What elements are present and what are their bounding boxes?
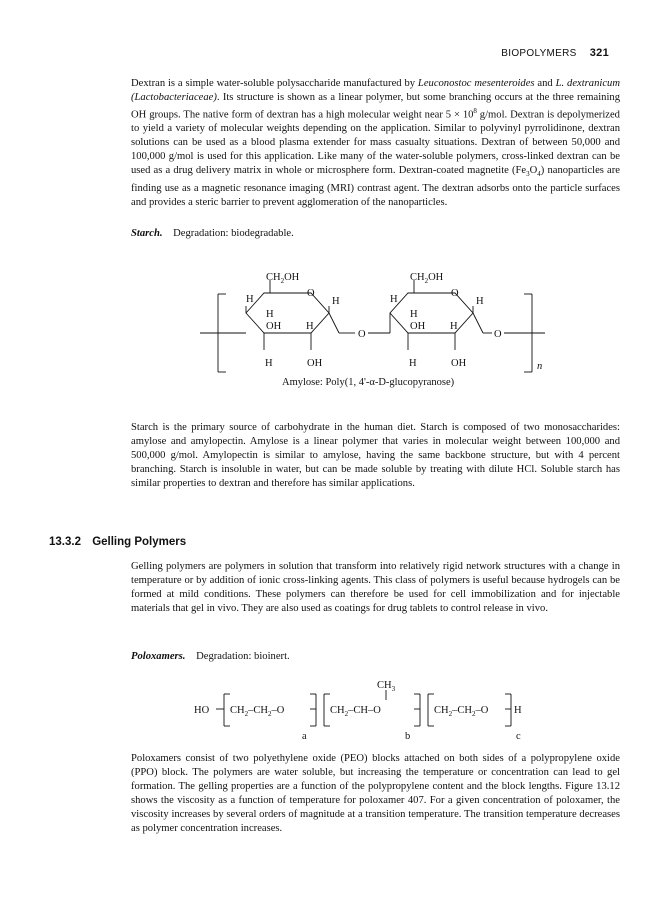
h-label: H bbox=[476, 296, 484, 307]
c6-label-1: $CH_2OH$ bbox=[266, 272, 300, 285]
poloxamers-paragraph: Poloxamers consist of two polyethylene oxide (PEO) blocks attached on both sides of a polypropylene oxide (PPO) block. The polymers are water soluble, but increasing the temperature or concentration can lead to gel formation. The gelling properties are a function of the polypropylene content and the block lengths. Figure 13.12 shows the viscosity as a function of temperature for poloxamer 407. For a given concentration of poloxamer, the viscosity increases by several orders of magnitude at a transition temperature. The transition temperature decreases as polymer concentration increases. bbox=[131, 753, 620, 834]
poloxamers-heading bbox=[131, 651, 290, 662]
hydroxyl-label: OH bbox=[451, 358, 467, 369]
h-label: H bbox=[450, 321, 458, 332]
running-title: BIOPOLYMERS bbox=[501, 48, 577, 59]
page-number: 321 bbox=[589, 47, 609, 59]
section-title: Gelling Polymers bbox=[92, 536, 187, 548]
hydroxyl-label: OH bbox=[307, 358, 323, 369]
h-label: H bbox=[265, 358, 273, 369]
peo-block-2: $CH_2-CH_2-O$ bbox=[434, 705, 489, 718]
h-label: H bbox=[306, 321, 314, 332]
glycosidic-oxygen: O bbox=[358, 329, 366, 340]
c6-label-2: $CH_2OH$ bbox=[410, 272, 444, 285]
end-oxygen: O bbox=[494, 329, 502, 340]
methyl-group: $CH_3$ bbox=[377, 680, 396, 693]
hydroxyl-end: HO bbox=[194, 705, 210, 716]
poloxamers-degradation: Degradation: bioinert. bbox=[196, 651, 290, 662]
gelling-paragraph: Gelling polymers are polymers in solution that transform into relatively rigid network structures with a change in temperature or by addition of ionic cross-linking agents. This class of polymers is useful because hydrogels can be formed at mild conditions. These polymers can therefore be used for cell immobilization and for injectable materials that gel in vivo. They are also used as coatings for drug tablets to control release in vivo. bbox=[131, 561, 620, 614]
subscript-b: b bbox=[405, 731, 411, 742]
section-number: 13.3.2 bbox=[49, 536, 81, 548]
starch-degradation: Degradation: biodegradable. bbox=[173, 228, 294, 239]
hydrogen-end: H bbox=[514, 705, 522, 716]
hydroxyl-label: OH bbox=[266, 321, 282, 332]
amylose-caption: Amylose: Poly(1, 4'-α-D-glucopyranose) bbox=[282, 377, 455, 388]
ppo-block: $CH_2-CH-O$ bbox=[330, 705, 381, 718]
poloxamer-structure bbox=[0, 676, 669, 746]
starch-heading bbox=[131, 228, 294, 239]
poloxamers-label: Poloxamers. bbox=[131, 651, 186, 662]
amylose-structure bbox=[0, 268, 669, 388]
h-label: H bbox=[266, 309, 274, 320]
h-label: H bbox=[332, 296, 340, 307]
ring-oxygen-1: O bbox=[307, 288, 315, 299]
page-header bbox=[501, 47, 609, 59]
h-label: H bbox=[390, 294, 398, 305]
starch-paragraph: Starch is the primary source of carbohydrate in the human diet. Starch is composed of two monosaccharides: amylose and amylopectin. Amylose is a linear polymer that varies in molecular weight between 100,000 and 500,000 g/mol. Amylopectin is similar to amylose, having the same backbone structure, but with 4 percent branching. Starch is insoluble in water, but can be made soluble by treating with dilute HCl. Soluble starch has similar properties to dextran and therefore has similar applications. bbox=[131, 422, 620, 489]
h-label: H bbox=[409, 358, 417, 369]
starch-label: Starch. bbox=[131, 228, 163, 239]
hydroxyl-label: OH bbox=[410, 321, 426, 332]
h-label: H bbox=[410, 309, 418, 320]
ring-oxygen-2: O bbox=[451, 288, 459, 299]
h-label: H bbox=[246, 294, 254, 305]
dextran-paragraph: Dextran is a simple water-soluble polysaccharide manufactured by Leuconostoc mesenteroides and L. dextranicum (Lactobacteriaceae). Its structure is shown as a linear polymer, but some branching occurs at the three remaining OH groups. The native form of dextran has a high molecular weight near $5 \times 10^8$ g/mol. Dextran is depolymerized to yield a variety of molecular weights depending on the application. Similar to polyvinyl pyrrolidinone, dextran solutions can be used as a blood plasma extender for mass casualty situations. Dextran of between 50,000 and 100,000 g/mol is used for this application. Like many of the water-soluble polymers, cross-linked dextran can be used as a drug delivery matrix in whole or microsphere form. Dextran-coated magnetite $(Fe_3O_4)$ nanoparticles are finding use as a magnetic resonance imaging (MRI) contrast agent. The dextran adsorbs onto the particle surfaces and provides a steric barrier to prevent agglomeration of the nanoparticles. bbox=[131, 78, 620, 208]
peo-block-1: $CH_2-CH_2-O$ bbox=[230, 705, 285, 718]
repeat-subscript-n: n bbox=[537, 361, 543, 372]
section-heading bbox=[49, 536, 186, 548]
subscript-a: a bbox=[302, 731, 307, 742]
subscript-c: c bbox=[516, 731, 521, 742]
